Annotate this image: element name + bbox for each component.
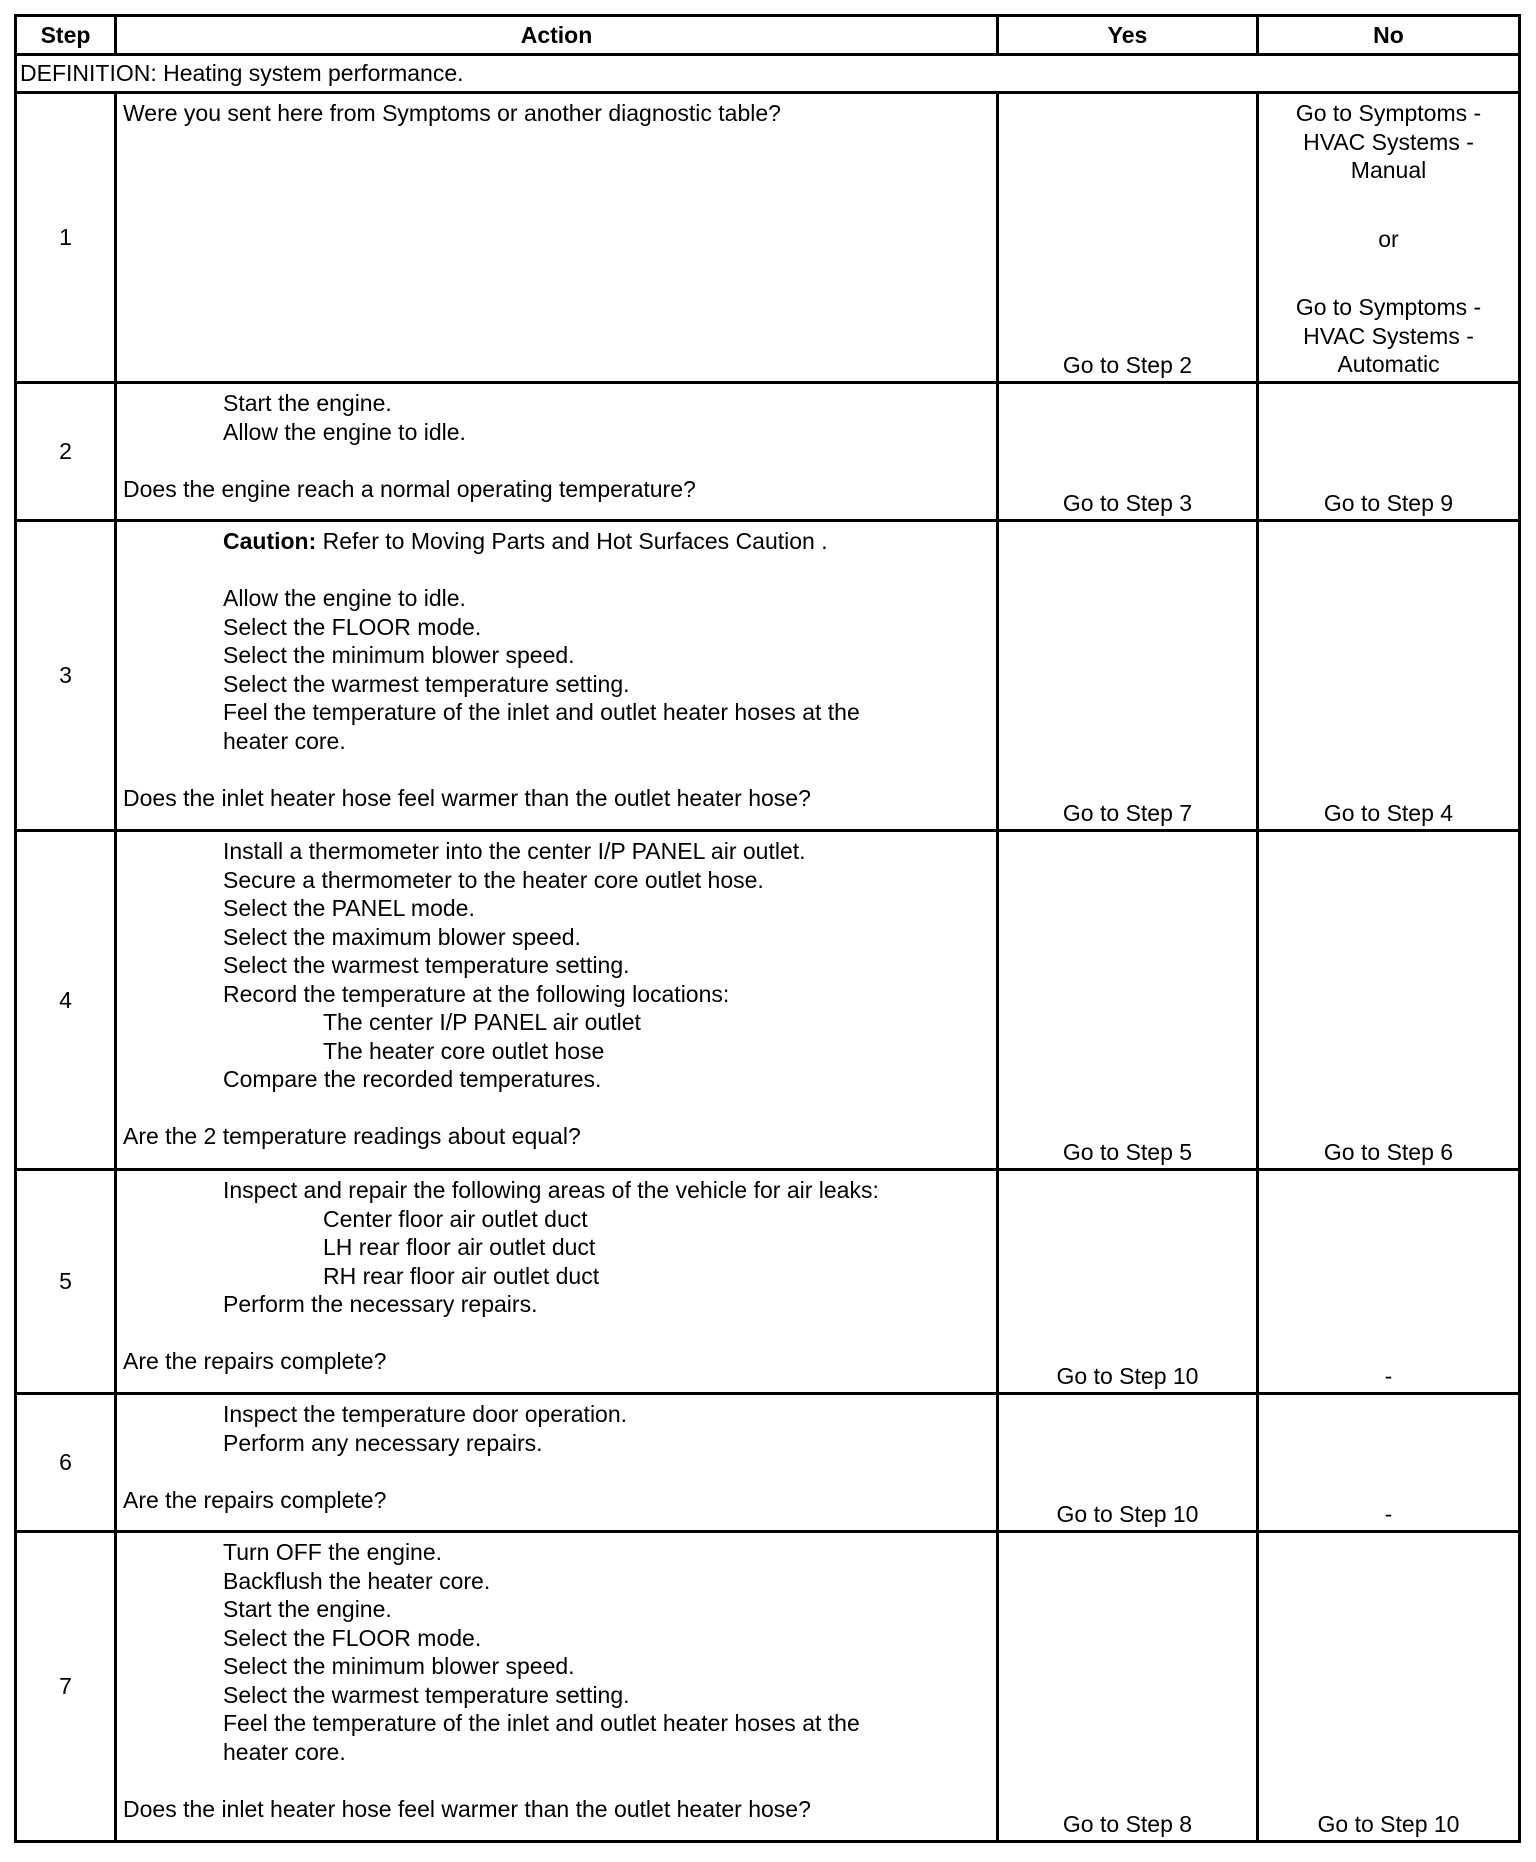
definition-row — [16, 55, 1520, 93]
action-cell — [116, 1532, 998, 1842]
action-line: Start the engine. — [223, 1596, 392, 1622]
question-text: Does the inlet heater hose feel warmer than the outlet heater hose? — [123, 784, 811, 811]
action-subline: Center floor air outlet duct — [323, 1205, 588, 1232]
action-subline: LH rear floor air outlet duct — [323, 1234, 596, 1260]
question-text: Are the 2 temperature readings about equal? — [123, 1123, 581, 1149]
action-line: Backflush the heater core. — [223, 1567, 491, 1594]
action-line: Record the temperature at the following locations: — [223, 980, 730, 1007]
header-step: Step — [16, 16, 116, 55]
no-cell: - — [1258, 1394, 1520, 1532]
yes-cell: Go to Step 10 — [998, 1394, 1258, 1532]
action-line: Select the warmest temperature setting. — [223, 952, 630, 978]
action-line: Select the maximum blower speed. — [223, 923, 581, 950]
yes-cell: Go to Step 8 — [998, 1532, 1258, 1842]
yes-cell: Go to Step 10 — [998, 1170, 1258, 1394]
question-text: Were you sent here from Symptoms or another diagnostic table? — [123, 100, 781, 126]
table-row — [16, 521, 1520, 831]
question-text: Are the repairs complete? — [123, 1348, 387, 1374]
action-line: Install a thermometer into the center I/P PANEL air outlet. — [223, 838, 806, 864]
action-cell — [116, 831, 998, 1170]
table-row — [16, 1532, 1520, 1842]
yes-cell: Go to Step 7 — [998, 521, 1258, 831]
action-line: Perform the necessary repairs. — [223, 1291, 538, 1317]
action-subline: RH rear floor air outlet duct — [323, 1262, 600, 1289]
action-line: Select the PANEL mode. — [223, 895, 475, 921]
step-number: 2 — [16, 383, 116, 521]
action-line: Inspect the temperature door operation. — [223, 1401, 628, 1427]
no-option-manual: Go to Symptoms - HVAC Systems - Manual — [1295, 100, 1482, 183]
action-line: Select the minimum blower speed. — [223, 642, 575, 668]
action-line: Allow the engine to idle. — [223, 418, 466, 445]
action-line: Compare the recorded temperatures. — [223, 1066, 602, 1092]
caution-text: Refer to Moving Parts and Hot Surfaces Caution . — [316, 528, 828, 554]
action-line: Perform any necessary repairs. — [223, 1429, 543, 1456]
action-line: Feel the temperature of the inlet and outlet heater hoses at the heater core. — [223, 699, 860, 754]
action-cell — [116, 1170, 998, 1394]
no-option-automatic: Go to Symptoms - HVAC Systems - Automatic — [1295, 294, 1482, 377]
no-cell: Go to Step 9 — [1258, 383, 1520, 521]
diagnostic-table — [14, 14, 1521, 1843]
table-row — [16, 1170, 1520, 1394]
no-cell: - — [1258, 1170, 1520, 1394]
yes-cell: Go to Step 3 — [998, 383, 1258, 521]
diagnostic-table-sheet — [14, 14, 1518, 1843]
question-text: Does the inlet heater hose feel warmer than the outlet heater hose? — [123, 1795, 811, 1822]
action-line: Start the engine. — [223, 390, 392, 416]
action-line: Select the warmest temperature setting. — [223, 1681, 630, 1708]
table-row — [16, 831, 1520, 1170]
step-number: 7 — [16, 1532, 116, 1842]
action-cell — [116, 383, 998, 521]
action-line: Allow the engine to idle. — [223, 585, 466, 611]
action-line: Feel the temperature of the inlet and outlet heater hoses at the heater core. — [223, 1710, 860, 1765]
yes-cell: Go to Step 5 — [998, 831, 1258, 1170]
step-number: 3 — [16, 521, 116, 831]
question-text: Are the repairs complete? — [123, 1486, 387, 1513]
header-no: No — [1258, 16, 1520, 55]
no-cell: Go to Step 6 — [1258, 831, 1520, 1170]
no-cell: Go to Step 10 — [1258, 1532, 1520, 1842]
definition-text: DEFINITION: Heating system performance. — [16, 55, 1520, 93]
action-line: Secure a thermometer to the heater core outlet hose. — [223, 866, 764, 893]
header-yes: Yes — [998, 16, 1258, 55]
question-text: Does the engine reach a normal operating temperature? — [123, 475, 696, 502]
action-subline: The center I/P PANEL air outlet — [323, 1009, 641, 1035]
action-line: Select the warmest temperature setting. — [223, 670, 630, 697]
action-line: Turn OFF the engine. — [223, 1539, 443, 1565]
caution-label: Caution: — [223, 528, 317, 554]
step-number: 5 — [16, 1170, 116, 1394]
action-line: Select the minimum blower speed. — [223, 1653, 575, 1679]
action-cell — [116, 1394, 998, 1532]
table-row — [16, 383, 1520, 521]
action-cell — [116, 93, 998, 383]
header-action: Action — [116, 16, 998, 55]
step-number: 6 — [16, 1394, 116, 1532]
action-line: Select the FLOOR mode. — [223, 1624, 482, 1651]
header-row — [16, 16, 1520, 55]
table-row — [16, 93, 1520, 383]
yes-cell: Go to Step 2 — [998, 93, 1258, 383]
action-cell — [116, 521, 998, 831]
step-number: 1 — [16, 93, 116, 383]
no-cell: Go to Step 4 — [1258, 521, 1520, 831]
action-line: Select the FLOOR mode. — [223, 613, 482, 640]
step-number: 4 — [16, 831, 116, 1170]
no-cell — [1258, 93, 1520, 383]
caution-line — [123, 527, 990, 556]
action-subline: The heater core outlet hose — [323, 1037, 605, 1064]
action-line: Inspect and repair the following areas of the vehicle for air leaks: — [223, 1177, 879, 1203]
table-row — [16, 1394, 1520, 1532]
no-or-text: or — [1378, 225, 1399, 252]
